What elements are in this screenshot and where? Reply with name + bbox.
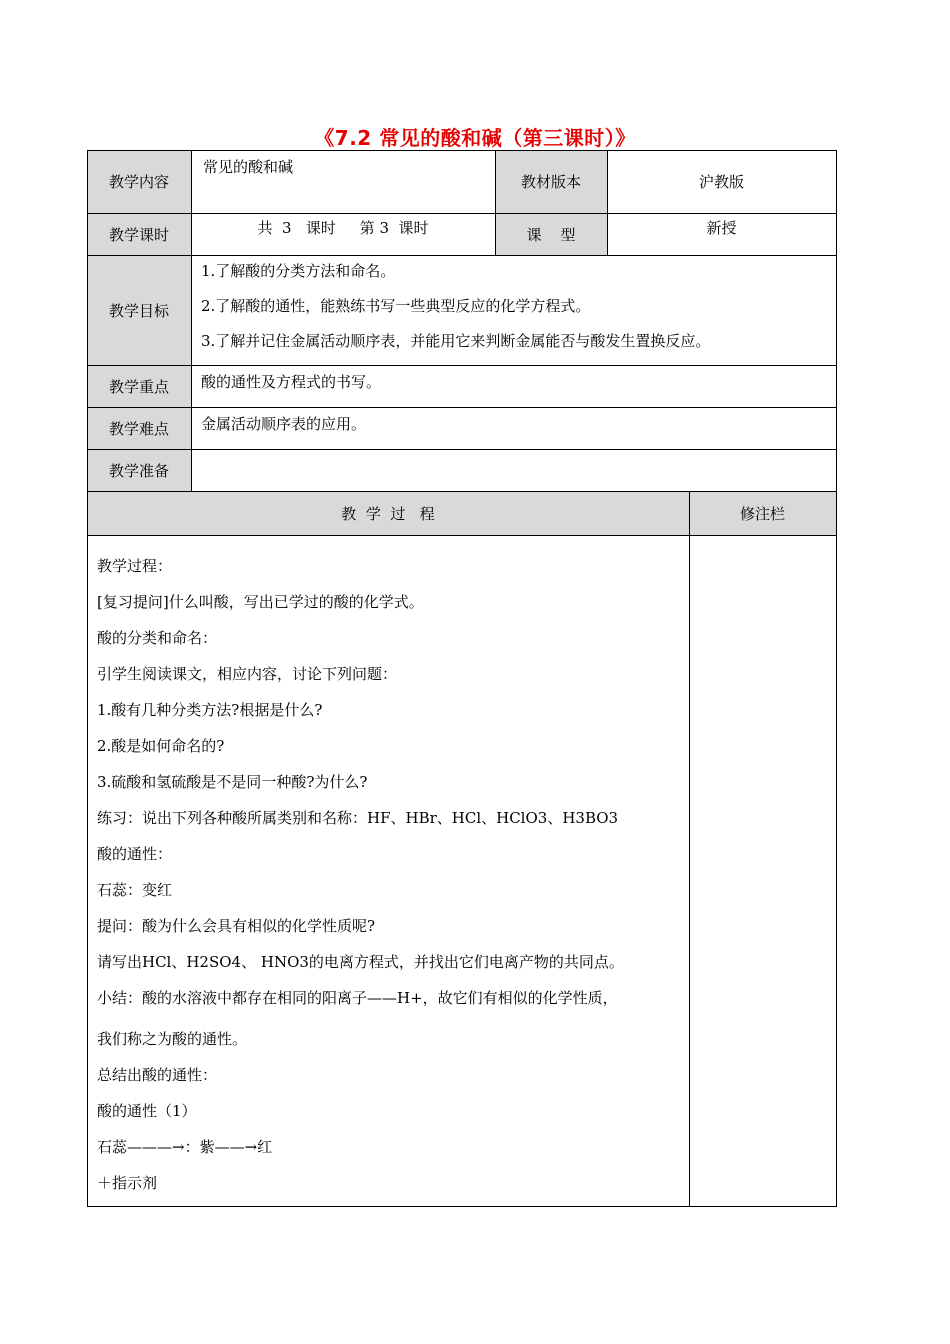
table-border [87, 255, 837, 256]
table-border [836, 150, 837, 1207]
label-lesson-type: 课 型 [495, 213, 607, 255]
process-line: 请写出HCl、H2SO4、 HNO3的电离方程式，并找出它们电离产物的共同点。 [97, 953, 624, 971]
process-line: 练习：说出下列各种酸所属类别和名称：HF、HBr、HCl、HClO3、H3BO3 [97, 809, 619, 827]
label-class-hours: 教学课时 [87, 213, 191, 255]
table-border [191, 150, 192, 491]
edition-value: 沪教版 [698, 173, 744, 191]
label-preparation: 教学准备 [87, 449, 191, 491]
teaching-process-body [87, 535, 689, 1206]
table-border [87, 407, 837, 408]
table-border [87, 365, 837, 366]
goal-item: 1.了解酸的分类方法和命名。 [201, 262, 396, 280]
notes-column-body [689, 535, 836, 1206]
table-border [689, 491, 690, 1207]
teaching-goals-list [191, 255, 836, 365]
process-line: 3.硫酸和氢硫酸是不是同一种酸?为什么? [97, 773, 368, 791]
table-border [87, 213, 837, 214]
key-point-value: 酸的通性及方程式的书写。 [201, 373, 382, 391]
table-border [495, 150, 496, 255]
process-line: 我们称之为酸的通性。 [97, 1030, 248, 1048]
label-difficulty: 教学难点 [87, 407, 191, 449]
process-line: 2.酸是如何命名的? [97, 737, 225, 755]
process-line: 酸的通性： [97, 845, 173, 863]
label-edition: 教材版本 [495, 150, 607, 213]
table-border [87, 150, 837, 151]
process-line: [复习提问]什么叫酸，写出已学过的酸的化学式。 [97, 593, 424, 611]
table-border [87, 491, 837, 492]
process-line: 石蕊：变红 [97, 881, 173, 899]
process-line: 酸的通性（1） [97, 1102, 197, 1120]
label-teaching-process: 教 学 过 程 [87, 491, 689, 535]
goal-item: 2.了解酸的通性，能熟练书写一些典型反应的化学方程式。 [201, 297, 591, 315]
process-line: 教学过程： [97, 557, 173, 575]
table-border [87, 150, 88, 1207]
process-line: 小结：酸的水溶液中都存在相同的阳离子——H+，故它们有相似的化学性质， [97, 989, 618, 1007]
goal-item: 3.了解并记住金属活动顺序表，并能用它来判断金属能否与酸发生置换反应。 [201, 332, 711, 350]
lesson-type-value: 新授 [706, 218, 737, 237]
process-line: 1.酸有几种分类方法?根据是什么? [97, 701, 323, 719]
class-hours-value: 共 3 课时 第 3 课时 [257, 218, 429, 237]
table-border [87, 1206, 837, 1207]
process-line: 引学生阅读课文，相应内容，讨论下列问题： [97, 665, 398, 683]
document-title: 《7.2 常见的酸和碱（第三课时）》 [314, 126, 636, 150]
difficulty-value: 金属活动顺序表的应用。 [201, 415, 367, 433]
process-line: 提问：酸为什么会具有相似的化学性质呢? [97, 917, 376, 935]
process-line: 石蕊———→：紫——→红 [97, 1138, 273, 1156]
table-border [87, 449, 837, 450]
table-border [607, 150, 608, 255]
label-notes-column: 修注栏 [689, 491, 836, 535]
process-line: 总结出酸的通性： [97, 1066, 218, 1084]
process-line: 酸的分类和命名： [97, 629, 218, 647]
label-teaching-goals: 教学目标 [87, 255, 191, 365]
label-key-point: 教学重点 [87, 365, 191, 407]
teaching-content-value: 常见的酸和碱 [203, 158, 294, 176]
process-line: ＋指示剂 [97, 1174, 158, 1192]
label-teaching-content: 教学内容 [87, 150, 191, 213]
preparation-value [191, 449, 836, 491]
table-border [87, 535, 837, 536]
